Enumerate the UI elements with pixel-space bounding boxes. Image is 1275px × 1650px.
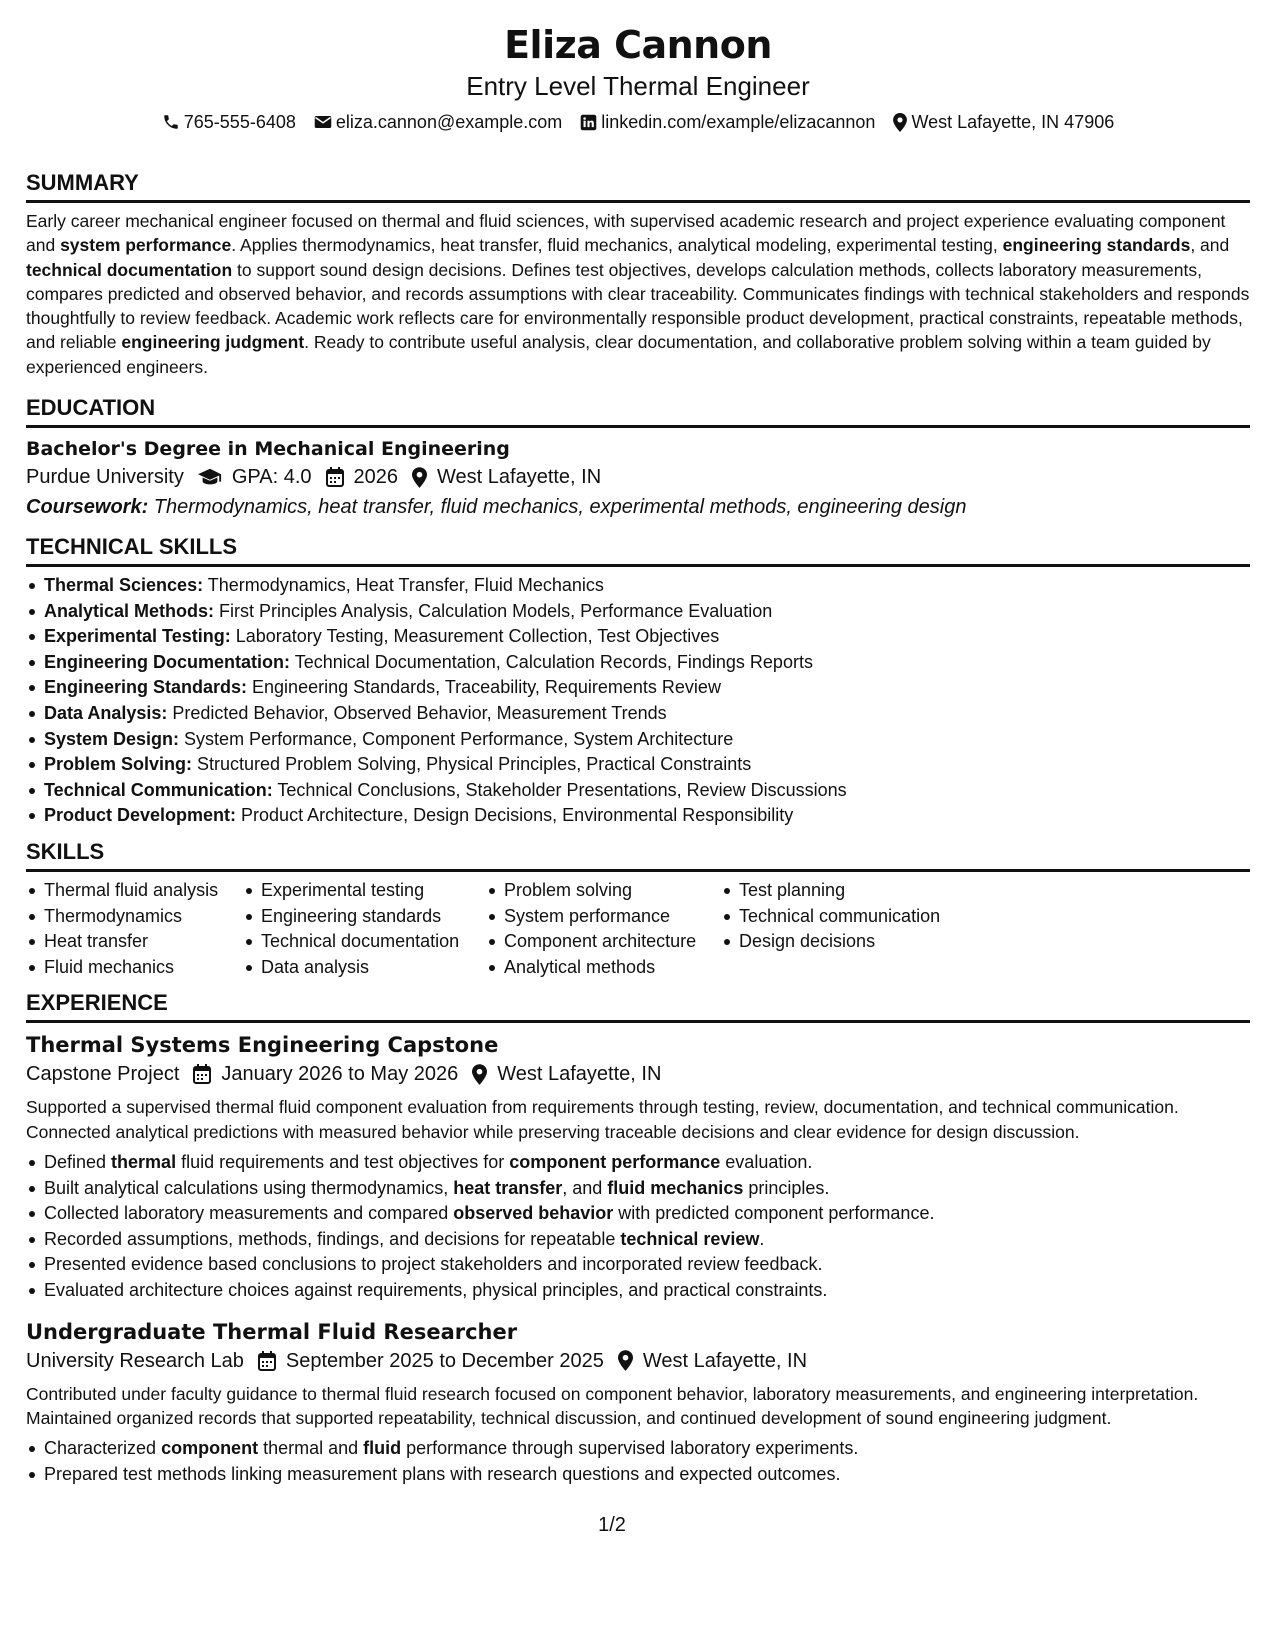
text-run: fluid requirements and test objectives for xyxy=(176,1151,510,1172)
text-run: to support sound design decisions. Defines test objectives, develops calculation methods, collects laboratory measurements, compares predicted and observed behavior, and records assumptions with clear traceability. Communicates findings with technical stakeholders and responds thoughtfully to review feedback. Academic work reflects care for environmentally responsible product development, practical constraints, repeatable methods, and reliable xyxy=(26,259,1250,353)
job-bullet xyxy=(44,1176,1250,1202)
bold-keyword: technical documentation xyxy=(26,259,233,280)
text-run: Presented evidence based conclusions to project stakeholders and incorporated review feedback. xyxy=(44,1254,823,1275)
text-run: Prepared test methods linking measurement plans with research questions and expected outcomes. xyxy=(44,1463,841,1484)
skills-column xyxy=(26,878,243,980)
skills-column xyxy=(486,878,721,980)
contact-email[interactable] xyxy=(314,108,562,136)
contact-bar xyxy=(26,108,1250,136)
technical-skill-value: Predicted Behavior, Observed Behavior, Measurement Trends xyxy=(167,703,667,724)
technical-skill-item xyxy=(44,701,1250,727)
summary-text xyxy=(26,209,1250,379)
text-run: evaluation. xyxy=(720,1151,813,1172)
graduation-year: 2026 xyxy=(353,466,399,489)
graduation-cap-icon xyxy=(198,468,222,486)
technical-skill-item xyxy=(44,803,1250,829)
calendar-icon xyxy=(326,467,344,487)
technical-skill-label: Product Development: xyxy=(44,805,237,826)
gpa-text: GPA: 4.0 xyxy=(231,466,312,489)
experience-entry xyxy=(26,1031,1250,1303)
bold-keyword: component xyxy=(161,1438,259,1459)
technical-skill-item xyxy=(44,752,1250,778)
job-bullet-list xyxy=(26,1436,1250,1487)
education-location: West Lafayette, IN xyxy=(437,466,602,489)
job-bullet xyxy=(44,1278,1250,1304)
linkedin-icon xyxy=(580,114,597,131)
technical-skill-item xyxy=(44,599,1250,625)
skills-grid xyxy=(26,878,1250,980)
technical-skill-value: First Principles Analysis, Calculation Models, Performance Evaluation xyxy=(214,600,773,621)
skill-item: Heat transfer xyxy=(44,929,243,955)
skill-item: Thermodynamics xyxy=(44,904,243,930)
text-run: Built analytical calculations using thermodynamics, xyxy=(44,1177,454,1198)
text-run: . Applies thermodynamics, heat transfer, fluid mechanics, analytical modeling, experimental testing, xyxy=(231,235,1003,256)
skill-item: Problem solving xyxy=(504,878,721,904)
skills-heading: SKILLS xyxy=(26,839,1250,872)
skill-item: Test planning xyxy=(739,878,961,904)
resume-page xyxy=(26,20,1250,1487)
skill-item: Thermal fluid analysis xyxy=(44,878,243,904)
technical-skills-heading: TECHNICAL SKILLS xyxy=(26,534,1250,567)
bold-keyword: engineering judgment xyxy=(121,332,305,353)
technical-skill-value: Structured Problem Solving, Physical Principles, Practical Constraints xyxy=(192,754,752,775)
technical-skill-value: Technical Documentation, Calculation Records, Findings Reports xyxy=(290,651,813,672)
job-bullet xyxy=(44,1227,1250,1253)
candidate-title: Entry Level Thermal Engineer xyxy=(466,71,810,101)
text-run: Defined xyxy=(44,1151,112,1172)
job-description: Contributed under faculty guidance to thermal fluid research focused on component behavior, laboratory measurements, and engineering interpretation. Maintained organized records that supported repeatability, technical discussion, and continued development of sound engineering judgment. xyxy=(26,1383,1199,1428)
skill-item: System performance xyxy=(504,904,721,930)
text-run: . Ready to contribute useful analysis, clear documentation, and collaborative problem solving within a team guided by experienced engineers. xyxy=(26,332,1211,377)
skill-item: Engineering standards xyxy=(261,904,486,930)
technical-skill-item xyxy=(44,778,1250,804)
text-run: Early career mechanical engineer focused on thermal and fluid sciences, with supervised academic research and project experience evaluating component and xyxy=(26,211,1226,256)
job-bullet xyxy=(44,1436,1250,1462)
experience-list xyxy=(26,1031,1250,1487)
job-bullet xyxy=(44,1252,1250,1278)
map-pin-icon xyxy=(412,467,427,488)
technical-skill-item xyxy=(44,624,1250,650)
text-run: with predicted component performance. xyxy=(613,1203,935,1224)
technical-skill-label: Problem Solving: xyxy=(44,754,193,775)
location-text: West Lafayette, IN 47906 xyxy=(911,112,1115,132)
text-run: Evaluated architecture choices against requirements, physical principles, and practical constraints. xyxy=(44,1279,828,1300)
calendar-icon xyxy=(193,1064,211,1084)
technical-skill-label: Engineering Documentation: xyxy=(44,651,291,672)
envelope-icon xyxy=(314,114,332,130)
contact-linkedin[interactable] xyxy=(580,108,875,136)
skill-item: Design decisions xyxy=(739,929,961,955)
coursework xyxy=(26,492,1250,522)
bold-keyword: component performance xyxy=(509,1151,721,1172)
job-bullet xyxy=(44,1201,1250,1227)
phone-icon xyxy=(162,113,180,131)
text-run: . xyxy=(759,1228,765,1249)
job-organization: Capstone Project xyxy=(26,1063,180,1086)
technical-skill-label: System Design: xyxy=(44,728,180,749)
text-run: thermal and xyxy=(258,1438,364,1459)
skill-item: Experimental testing xyxy=(261,878,486,904)
map-pin-icon xyxy=(893,113,907,132)
technical-skill-value: Technical Conclusions, Stakeholder Presentations, Review Discussions xyxy=(272,779,847,800)
skill-item: Fluid mechanics xyxy=(44,955,243,981)
bold-keyword: system performance xyxy=(60,235,232,256)
education-heading: EDUCATION xyxy=(26,395,1250,428)
technical-skill-label: Engineering Standards: xyxy=(44,677,248,698)
text-run: Recorded assumptions, methods, findings, and decisions for repeatable xyxy=(44,1228,621,1249)
text-run: principles. xyxy=(743,1177,830,1198)
job-dates: January 2026 to May 2026 xyxy=(221,1063,459,1086)
technical-skill-item xyxy=(44,727,1250,753)
skills-column xyxy=(243,878,486,980)
text-run: Collected laboratory measurements and compared xyxy=(44,1203,454,1224)
job-location: West Lafayette, IN xyxy=(497,1063,662,1086)
text-run: performance through supervised laboratory experiments. xyxy=(401,1438,859,1459)
job-description: Supported a supervised thermal fluid component evaluation from requirements through testing, review, documentation, and technical communication. Connected analytical predictions with measured behavior while preserving traceable decisions and clear evidence for design discussion. xyxy=(26,1097,1179,1142)
page-number: 1/2 xyxy=(598,1514,626,1536)
experience-entry xyxy=(26,1318,1250,1488)
candidate-name: Eliza Cannon xyxy=(504,23,772,67)
skill-item: Component architecture xyxy=(504,929,721,955)
email-text: eliza.cannon@example.com xyxy=(335,112,563,132)
technical-skill-label: Thermal Sciences: xyxy=(44,575,204,596)
technical-skill-item xyxy=(44,573,1250,599)
job-title: Thermal Systems Engineering Capstone xyxy=(26,1033,499,1058)
bold-keyword: engineering standards xyxy=(1002,235,1191,256)
text-run: Characterized xyxy=(44,1438,162,1459)
job-bullet xyxy=(44,1462,1250,1488)
job-location: West Lafayette, IN xyxy=(642,1349,808,1372)
linkedin-text: linkedin.com/example/elizacannon xyxy=(601,112,876,132)
job-title: Undergraduate Thermal Fluid Researcher xyxy=(26,1319,518,1344)
degree-title: Bachelor's Degree in Mechanical Engineering xyxy=(26,438,510,461)
job-organization: University Research Lab xyxy=(26,1349,244,1372)
technical-skill-label: Technical Communication: xyxy=(44,779,273,800)
phone-text: 765-555-6408 xyxy=(183,112,296,132)
contact-location xyxy=(893,108,1114,136)
school-name: Purdue University xyxy=(26,466,184,489)
job-meta xyxy=(26,1059,1250,1089)
skill-item: Data analysis xyxy=(261,955,486,981)
calendar-icon xyxy=(258,1351,276,1371)
coursework-label: Coursework: xyxy=(26,496,149,519)
technical-skill-item xyxy=(44,650,1250,676)
summary-heading: SUMMARY xyxy=(26,170,1250,203)
job-bullet xyxy=(44,1150,1250,1176)
technical-skill-value: Laboratory Testing, Measurement Collection, Test Objectives xyxy=(230,626,720,647)
technical-skills-list xyxy=(26,573,1250,829)
skill-item: Analytical methods xyxy=(504,955,721,981)
technical-skill-value: Engineering Standards, Traceability, Requirements Review xyxy=(247,677,721,698)
technical-skill-label: Experimental Testing: xyxy=(44,626,231,647)
skill-item: Technical communication xyxy=(739,904,961,930)
technical-skill-value: Thermodynamics, Heat Transfer, Fluid Mechanics xyxy=(203,575,604,596)
bold-keyword: fluid mechanics xyxy=(607,1177,744,1198)
bold-keyword: observed behavior xyxy=(453,1203,614,1224)
contact-phone[interactable] xyxy=(162,108,296,136)
map-pin-icon xyxy=(618,1350,633,1371)
map-pin-icon xyxy=(472,1064,487,1085)
education-meta xyxy=(26,462,1250,492)
text-run: , and xyxy=(1190,235,1230,256)
technical-skill-label: Analytical Methods: xyxy=(44,600,215,621)
bold-keyword: heat transfer xyxy=(453,1177,563,1198)
job-dates: September 2025 to December 2025 xyxy=(285,1349,604,1372)
bold-keyword: thermal xyxy=(111,1151,177,1172)
job-bullet-list xyxy=(26,1150,1250,1304)
bold-keyword: technical review xyxy=(620,1228,760,1249)
skills-column xyxy=(721,878,961,980)
bold-keyword: fluid xyxy=(363,1438,402,1459)
skill-item: Technical documentation xyxy=(261,929,486,955)
technical-skill-item xyxy=(44,675,1250,701)
technical-skill-label: Data Analysis: xyxy=(44,703,168,724)
job-meta xyxy=(26,1346,1250,1376)
experience-heading: EXPERIENCE xyxy=(26,990,1250,1023)
text-run: , and xyxy=(562,1177,608,1198)
coursework-text: Thermodynamics, heat transfer, fluid mechanics, experimental methods, engineering design xyxy=(148,496,967,519)
technical-skill-value: System Performance, Component Performance, System Architecture xyxy=(179,728,734,749)
technical-skill-value: Product Architecture, Design Decisions, Environmental Responsibility xyxy=(236,805,794,826)
